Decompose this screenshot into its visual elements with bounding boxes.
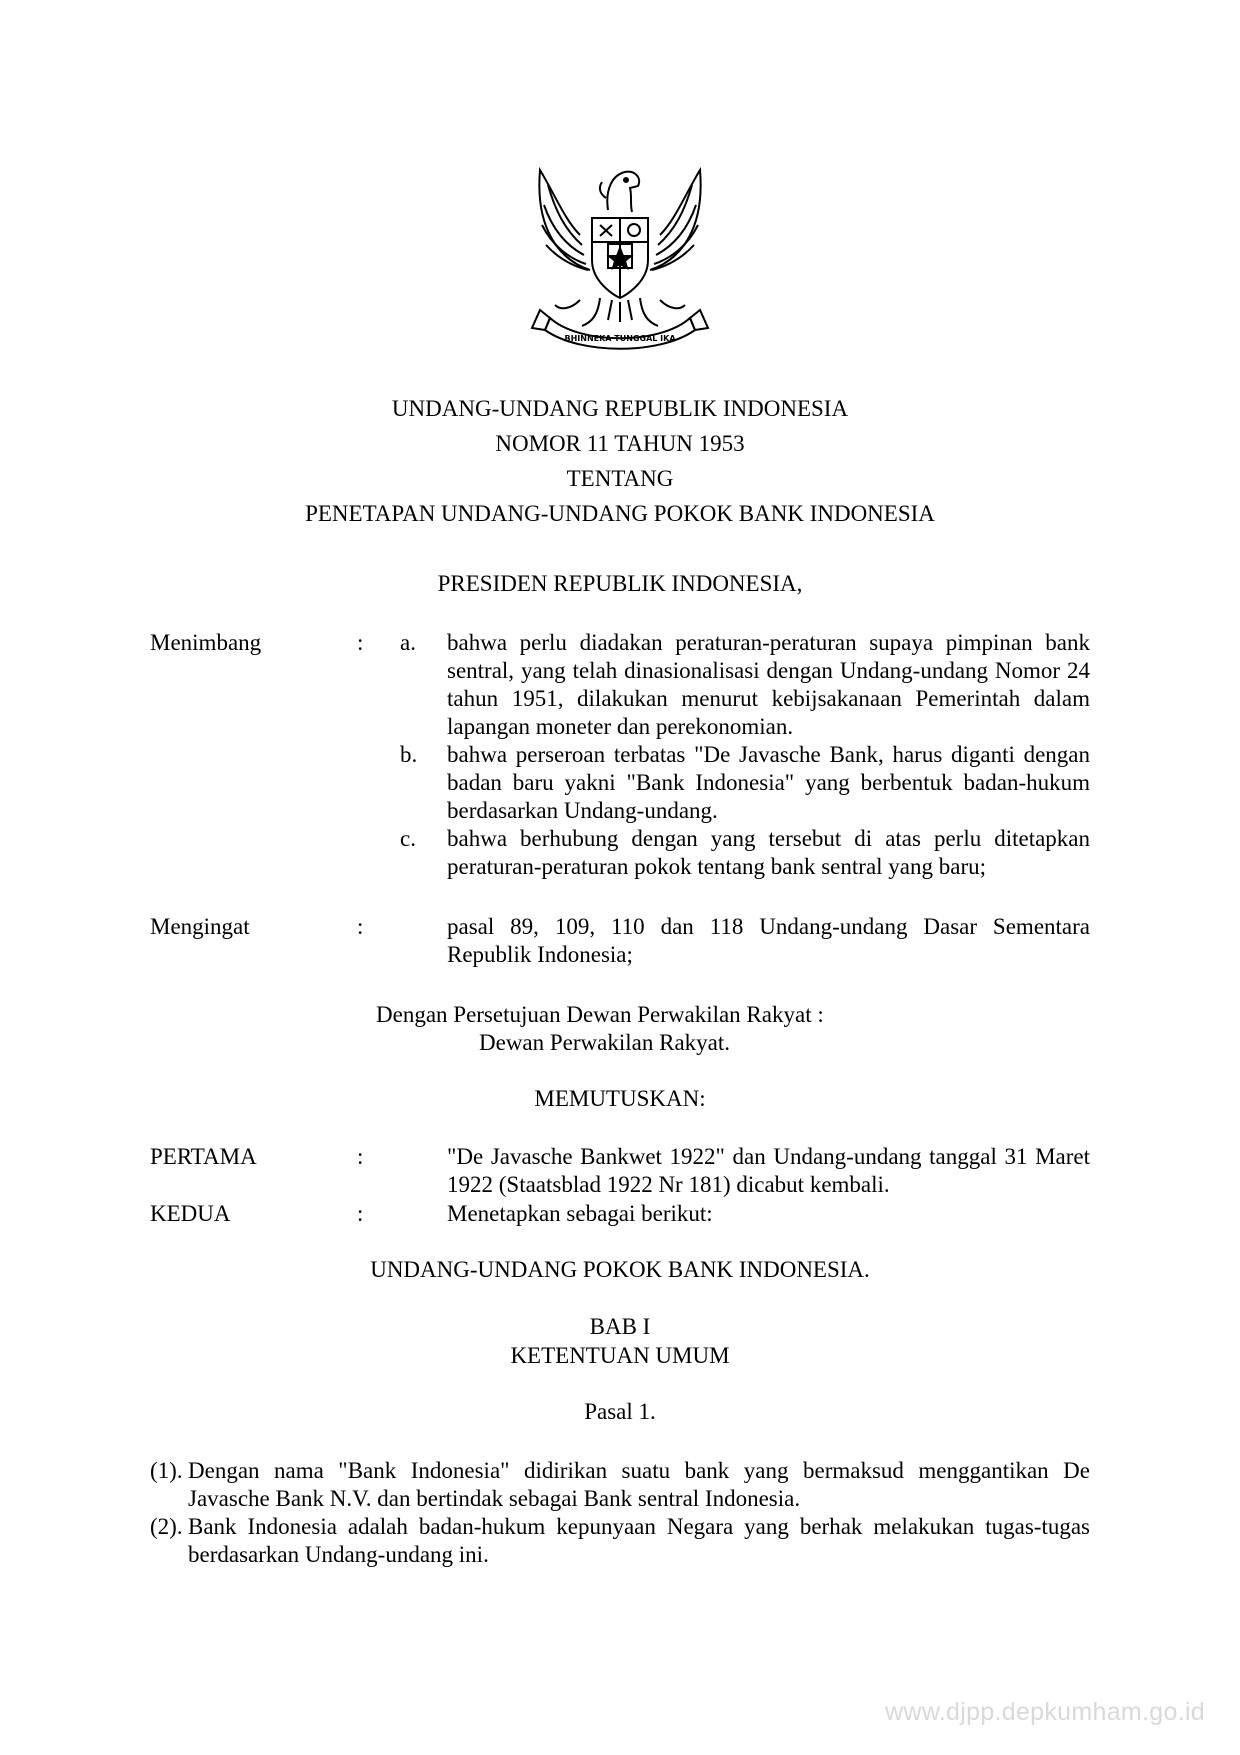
garuda-emblem-icon [520,150,720,360]
menimbang-section [150,629,1090,889]
kedua-colon: : [357,1201,364,1226]
law-title: UNDANG-UNDANG REPUBLIK INDONESIA [391,396,849,421]
mengingat-section [150,913,1090,973]
law-subject: PENETAPAN UNDANG-UNDANG POKOK BANK INDONESIA [305,501,935,526]
bab-number: BAB I [589,1314,651,1339]
mengingat-label: Mengingat [150,914,250,939]
menimbang-item-a: a. bahwa perlu diadakan peraturan-peraturan supaya pimpinan bank sentral, yang telah dinasionalisasi dengan Undang-undang Nomor 24 tahun 1951, dilakukan menurut kebijsakanaan Pemerintah dalam lapangan moneter dan perekonomian. [400,630,1090,739]
pertama-colon: : [357,1144,364,1169]
mengingat-colon: : [357,914,364,939]
watermark-url: www.djpp.depkumham.go.id [885,1698,1205,1726]
kedua-section [150,1200,1090,1230]
menimbang-list [400,629,1090,881]
menimbang-label: Menimbang [150,630,262,655]
pasal-item-1: (1). Dengan nama "Bank Indonesia" didirikan suatu bank yang bermaksud menggantikan De Javasche Bank N.V. dan bertindak sebagai Bank sentral Indonesia. [150,1458,1090,1511]
pertama-text: "De Javasche Bankwet 1922" dan Undang-undang tanggal 31 Maret 1922 (Staatsblad 1922 Nr 181) dicabut kembali. [447,1144,1090,1197]
pertama-label: PERTAMA [150,1144,257,1169]
bab-title: KETENTUAN UMUM [510,1343,730,1368]
law-tentang: TENTANG [566,466,674,491]
pasal-list [150,1457,1090,1569]
persetujuan-line2: Dewan Perwakilan Rakyat. [479,1030,731,1055]
svg-text:BHINNEKA TUNGGAL IKA: BHINNEKA TUNGGAL IKA [564,334,676,343]
pertama-section [150,1143,1090,1203]
persetujuan-line1: Dengan Persetujuan Dewan Perwakilan Rakyat : [376,1002,824,1027]
menimbang-colon: : [357,630,364,655]
memutuskan-heading: MEMUTUSKAN: [534,1086,706,1111]
mengingat-text: pasal 89, 109, 110 dan 118 Undang-undang Dasar Sementara Republik Indonesia; [447,914,1090,967]
pasal-item-2: (2). Bank Indonesia adalah badan-hukum kepunyaan Negara yang berhak melakukan tugas-tugas berdasarkan Undang-undang ini. [150,1514,1090,1567]
kedua-label: KEDUA [150,1201,231,1226]
president-heading: PRESIDEN REPUBLIK INDONESIA, [437,571,803,596]
pasal-title: Pasal 1. [584,1399,656,1424]
kedua-text: Menetapkan sebagai berikut: [447,1201,713,1226]
law-number: NOMOR 11 TAHUN 1953 [495,431,745,456]
menimbang-item-b: b. bahwa perseroan terbatas "De Javasche Bank, harus diganti dengan badan baru yakni "Bank Indonesia" yang berbentuk badan-hukum berdasarkan Undang-undang. [400,742,1090,823]
act-title: UNDANG-UNDANG POKOK BANK INDONESIA. [370,1257,870,1282]
menimbang-item-c: c. bahwa berhubung dengan yang tersebut di atas perlu ditetapkan peraturan-peraturan pokok tentang bank sentral yang baru; [400,826,1090,879]
